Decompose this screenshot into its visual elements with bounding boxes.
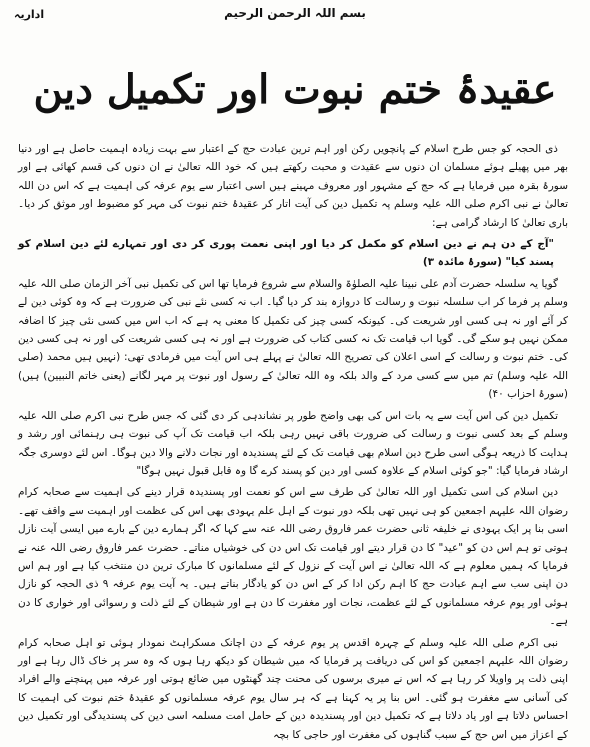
paragraph-companions: دین اسلام کی اسی تکمیل اور اللہ تعالیٰ کی طرف سے اس کو نعمت اور پسندیدہ قرار دینے کی اہمیت سے صحابہ کرام رضوان اللہ علیہم اجمعین کو ہی نہیں تھی بلکہ دور نبوت کے اہل علم یہودی بھی اس کی عظمت اور اہمیت سے واقف تھے۔ اسی بنا پر ایک یہودی نے خلیفہ ثانی حضرت عمر فاروق رضی اللہ عنہ سے کہا کہ اگر ہمارے دین کے بارے میں ایسی آیت نازل ہوتی تو ہم اس دن کو "عید" کا دن قرار دیتے اور قیامت تک اس دن کی خوشیاں مناتے۔ حضرت عمر فاروق رضی اللہ عنہ نے فرمایا کہ ہمیں معلوم ہے کہ اللہ تعالیٰ نے اس آیت کے نزول کے لئے مسلمانوں کا مبارک ترین دن منتخب کیا ہے اور ہم اس دن اپنی سب سے اہم عبادت حج کا اہم رکن ادا کر کے اس دن کو یادگار بناتے ہیں۔ یہ آیت یوم عرفہ ۹ ذی الحجہ کو نازل ہوئی اور یوم عرفہ مسلمانوں کے لئے عظمت، نجات اور مغفرت کا دن ہے اور شیطان کے لئے ذلت و رسوائی اور خواری کا دن ہے۔ (18, 486, 568, 628)
article-body (18, 140, 568, 747)
section-label: اداریہ (14, 8, 45, 21)
bismillah-heading: بسم اللہ الرحمن الرحیم (224, 6, 366, 20)
quranic-quote: "آج کے دن ہم نے دین اسلام کو مکمل کر دیا اور اپنی نعمت پوری کر دی اور تمہارے لئے دین اسلام کو پسند کیا" (سورۂ مائدہ ۳) (18, 238, 554, 269)
paragraph-arafah: نبی اکرم صلی اللہ علیہ وسلم کے چہرہ اقدس پر یوم عرفہ کے دن اچانک مسکراہٹ نمودار ہوئی تو اہل صحابہ کرام رضوان اللہ علیہم اجمعین کو اس کی دریافت پر فرمایا کہ میں شیطان کو دیکھ رہا ہوں کہ وہ سر پر خاک ڈال رہا ہے اور اپنی ذلت پر واویلا کر رہا ہے کہ اس نے میری برسوں کی محنت چند گھنٹوں میں ضائع ہوتی اور عرفہ میں پہنچنے والے افراد کی آسانی سے مغفرت ہو گئی۔ اس بنا پر یہ کہنا ہے کہ ہر سال یوم عرفہ مسلمانوں کو عقیدۂ ختم نبوت کی اہمیت کا احساس دلاتا ہے اور یاد دلاتا ہے کہ تکمیل دین اور پسندیدہ دین کے حامل امت مسلمہ اسی دین کی پسندیدگی اور تکمیل دین کے اعزاز میں اس حج کے سبب گناہوں کی مغفرت اور حاجی کا بچہ (18, 636, 568, 741)
paragraph-intro: ذی الحجہ کو جس طرح اسلام کے پانچویں رکن اور اہم ترین عبادت حج کے اعتبار سے بہت زیادہ اہمیت حاصل ہے اور دنیا بھر میں پھیلے ہوئے مسلمان ان دنوں سے عقیدت و محبت رکھتے ہیں کہ خود اللہ تعالیٰ نے ان دنوں کی قسم کھائی ہے اور سورۂ بقرہ میں فرمایا ہے کہ حج کے مشہور اور معروف مہینے ہیں اسی اعتبار سے یوم عرفہ کی اہمیت ہے کہ اس دن اللہ تعالیٰ نے نبی اکرم صلی اللہ علیہ وسلم پہ تکمیل دین کی آیت اتار کر عقیدۂ ختم نبوت کی مہر کو مضبوط اور موثق کر دیا۔ باری تعالیٰ کا ارشاد گرامی ہے: (18, 143, 568, 229)
paragraph-completion: تکمیل دین کی اس آیت سے یہ بات اس کی بھی واضح طور پر نشاندہی کر دی گئی کہ جس طرح نبی اکرم صلی اللہ علیہ وسلم کے بعد کسی نبوت و رسالت کی ضرورت باقی نہیں رہی بلکہ اب قیامت تک آپ کی نبوت ہی رہنمائی اور رشد و ہدایت کا ذریعہ ہوگی اسی طرح دین اسلام بھی قیامت تک کے لئے پسندیدہ اور نجات دلانے والا دین ہوگا۔ اس لئے دوسری جگہ ارشاد فرمایا گیا: "جو کوئی اسلام کے علاوہ کسی اور دین کو پسند کرے گا وہ قابل قبول نہیں ہوگا" (18, 409, 568, 477)
paragraph-finality: گویا یہ سلسلہ حضرت آدم علی نبینا علیہ الصلوٰۃ والسلام سے شروع فرمایا تھا اس کی تکمیل نبی آخر الزمان صلی اللہ علیہ وسلم پر فرما کر اب سلسلہ نبوت و رسالت کا دروازہ بند کر دیا گیا۔ اب نہ کسی نئے نبی کی ضرورت ہے کہ وہ کوئی دین لے کر آئے اور نہ ہی کسی اور شریعت کی۔ کیونکہ کسی چیز کی تکمیل کا معنی یہ ہے کہ اب اس میں کسی نئی چیز کا اضافہ ممکن نہیں ہو سکے گی۔ گویا اب قیامت تک نہ کسی کتاب کی ضرورت ہے اور نہ ہی کسی شریعت کی اور نہ ہی کسی دین کی۔ ختم نبوت و رسالت کے اسی اعلان کی تصریح اللہ تعالیٰ نے پہلے ہی اس آیت میں فرمادی تھی: (نہیں ہیں محمد (صلی اللہ علیہ وسلم) تم میں سے کسی مرد کے والد بلکہ وہ اللہ تعالیٰ کے رسول اور نبوت پر مہر لگانے (یعنی خاتم النبیین) ہیں) (سورۂ احزاب ۴۰) (18, 277, 568, 401)
article-title: عقیدۂ ختم نبوت اور تکمیل دین (33, 66, 557, 113)
